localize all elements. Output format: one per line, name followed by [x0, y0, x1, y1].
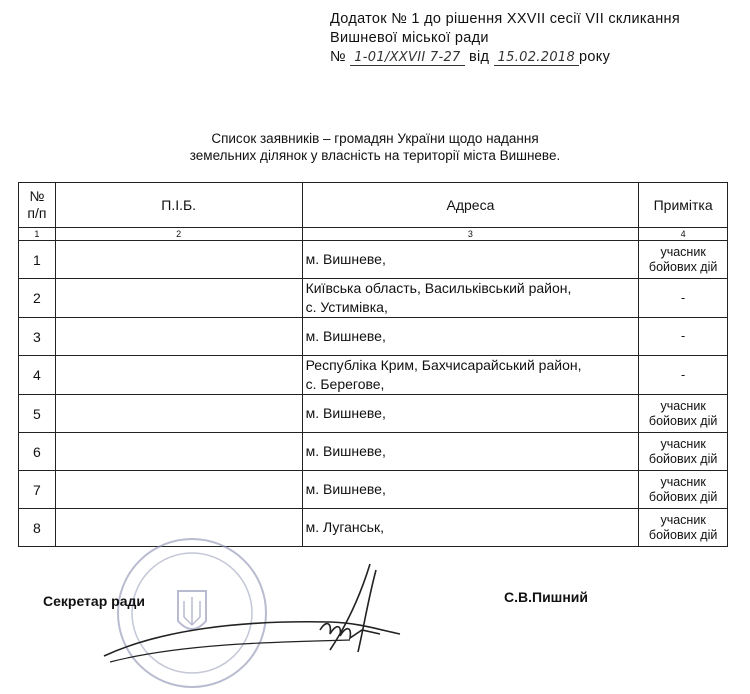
address-line-1: м. Вишневе,: [305, 251, 386, 267]
row-number: 3: [19, 318, 56, 356]
address-cell: [302, 356, 639, 395]
address-line-1: м. Вишневе,: [305, 443, 386, 459]
address-line-1: Республіка Крим, Бахчисарайський район,: [305, 357, 582, 373]
header-no: № п/п: [19, 183, 56, 228]
note-cell: учасник бойових дій: [639, 471, 728, 509]
note-cell: -: [639, 279, 728, 318]
address-cell: [302, 471, 639, 509]
address-cell: [302, 509, 639, 547]
note-cell: -: [639, 356, 728, 395]
row-number: 5: [19, 395, 56, 433]
table-row: [19, 279, 728, 318]
note-cell: учасник бойових дій: [639, 241, 728, 279]
col-number: 2: [55, 228, 302, 241]
appendix-header: [330, 10, 680, 67]
document-title: [0, 130, 750, 164]
row-number: 2: [19, 279, 56, 318]
appendix-line-2: Вишневої міської ради: [330, 30, 489, 46]
row-number: 4: [19, 356, 56, 395]
address-line-1: м. Вишневе,: [305, 328, 386, 344]
handwritten-signature: [100, 560, 420, 680]
year-word: року: [579, 49, 611, 65]
col-number: 1: [19, 228, 56, 241]
table-row: [19, 433, 728, 471]
appendix-line-1: Додаток № 1 до рішення XXVII сесії VII скликання: [330, 11, 680, 27]
table-row: [19, 241, 728, 279]
address-line-1: м. Луганськ,: [305, 519, 384, 535]
address-line-2: с. Устимівка,: [305, 299, 388, 315]
title-line-2: земельних ділянок у власність на території міста Вишневе.: [189, 148, 561, 163]
signatory-name: С.В.Пишний: [504, 589, 589, 605]
address-cell: [302, 318, 639, 356]
number-prefix: №: [330, 49, 346, 65]
title-line-1: Список заявників – громадян України щодо надання: [211, 131, 539, 146]
name-cell-redacted: [55, 279, 302, 318]
address-line-1: Київська область, Васильківський район,: [305, 280, 572, 296]
applicants-table: [18, 182, 728, 547]
address-cell: [302, 279, 639, 318]
name-cell-redacted: [55, 433, 302, 471]
decision-number: 1-01/XXVII 7-27: [350, 50, 464, 66]
address-line-1: м. Вишневе,: [305, 481, 386, 497]
row-number: 6: [19, 433, 56, 471]
table-row: [19, 356, 728, 395]
header-note: Примітка: [639, 183, 728, 228]
row-number: 1: [19, 241, 56, 279]
col-number: 3: [302, 228, 639, 241]
secretary-label: Секретар ради: [43, 593, 145, 609]
address-line-1: м. Вишневе,: [305, 405, 386, 421]
column-number-row: [19, 228, 728, 241]
address-cell: [302, 241, 639, 279]
name-cell-redacted: [55, 356, 302, 395]
table-row: [19, 395, 728, 433]
name-cell-redacted: [55, 241, 302, 279]
header-address: Адреса: [302, 183, 639, 228]
row-number: 8: [19, 509, 56, 547]
table-row: [19, 471, 728, 509]
row-number: 7: [19, 471, 56, 509]
name-cell-redacted: [55, 318, 302, 356]
address-cell: [302, 433, 639, 471]
note-cell: -: [639, 318, 728, 356]
name-cell-redacted: [55, 471, 302, 509]
col-number: 4: [639, 228, 728, 241]
name-cell-redacted: [55, 395, 302, 433]
address-cell: [302, 395, 639, 433]
note-cell: учасник бойових дій: [639, 395, 728, 433]
table-row: [19, 318, 728, 356]
note-cell: учасник бойових дій: [639, 509, 728, 547]
decision-date: 15.02.2018: [494, 50, 579, 66]
header-name: П.І.Б.: [55, 183, 302, 228]
date-word: від: [468, 49, 490, 65]
address-line-2: с. Берегове,: [305, 376, 385, 392]
note-cell: учасник бойових дій: [639, 433, 728, 471]
appendix-line-3: [330, 48, 680, 67]
table-header-row: [19, 183, 728, 228]
